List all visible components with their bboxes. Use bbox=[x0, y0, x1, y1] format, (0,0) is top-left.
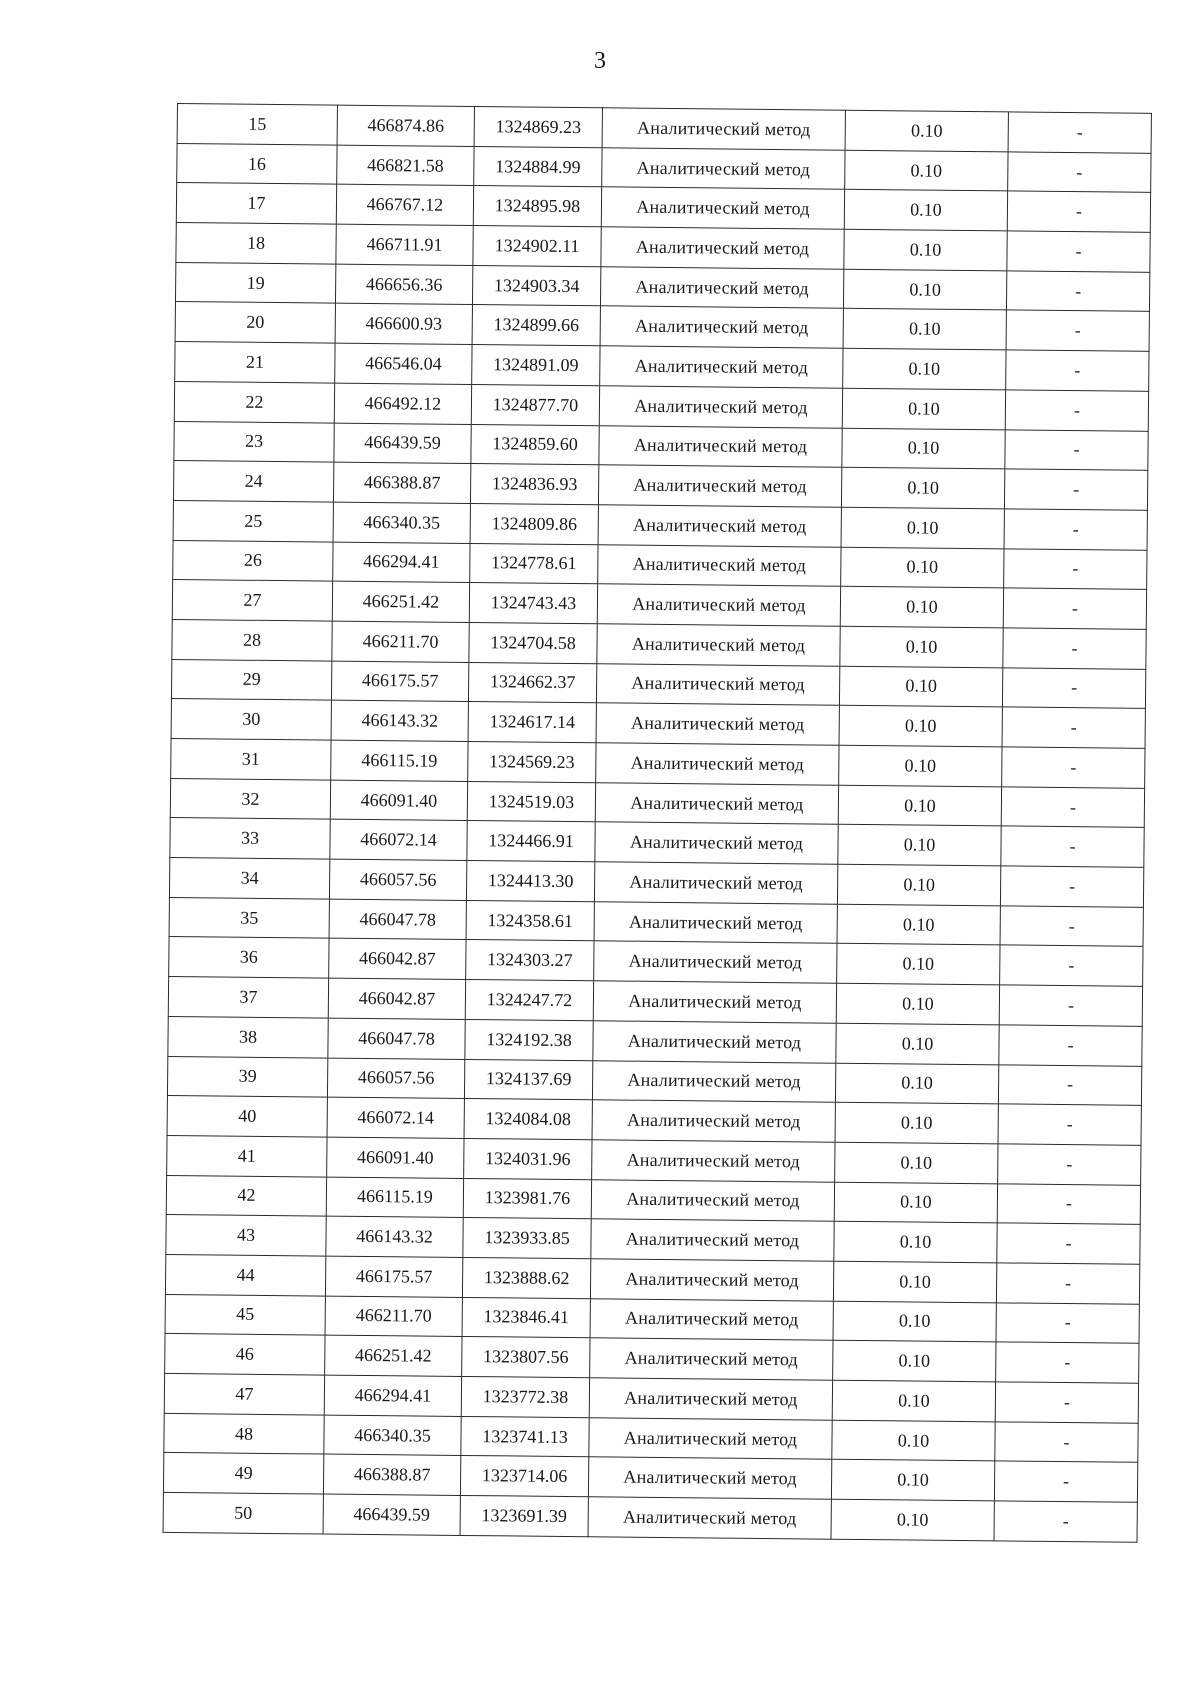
point-number-cell: 49 bbox=[163, 1453, 323, 1494]
x-coordinate-cell: 466115.19 bbox=[326, 1177, 463, 1218]
y-coordinate-cell: 1323807.56 bbox=[462, 1337, 590, 1378]
point-number-cell: 29 bbox=[171, 659, 331, 700]
point-number-cell: 34 bbox=[169, 858, 329, 899]
accuracy-cell: 0.10 bbox=[837, 904, 1000, 945]
y-coordinate-cell: 1323888.62 bbox=[462, 1257, 590, 1298]
method-cell: Аналитический метод bbox=[593, 981, 836, 1023]
method-cell: Аналитический метод bbox=[589, 1417, 832, 1459]
point-number-cell: 40 bbox=[167, 1096, 327, 1137]
y-coordinate-cell: 1324743.43 bbox=[469, 583, 597, 624]
x-coordinate-cell: 466439.59 bbox=[323, 1494, 460, 1535]
x-coordinate-cell: 466115.19 bbox=[331, 740, 468, 781]
method-cell: Аналитический метод bbox=[601, 187, 844, 229]
x-coordinate-cell: 466042.87 bbox=[328, 978, 465, 1019]
point-number-cell: 39 bbox=[167, 1056, 327, 1097]
y-coordinate-cell: 1324809.86 bbox=[470, 503, 598, 544]
accuracy-cell: 0.10 bbox=[831, 1460, 994, 1501]
accuracy-cell: 0.10 bbox=[841, 507, 1004, 548]
note-cell: - bbox=[1002, 668, 1145, 709]
x-coordinate-cell: 466057.56 bbox=[329, 859, 466, 900]
point-number-cell: 38 bbox=[168, 1016, 328, 1057]
note-cell: - bbox=[995, 1382, 1138, 1423]
point-number-cell: 47 bbox=[164, 1373, 324, 1414]
page-number: 3 bbox=[594, 48, 606, 74]
method-cell: Аналитический метод bbox=[592, 1140, 835, 1182]
note-cell: - bbox=[994, 1461, 1137, 1502]
note-cell: - bbox=[1002, 707, 1145, 748]
method-cell: Аналитический метод bbox=[593, 1021, 836, 1063]
method-cell: Аналитический метод bbox=[600, 346, 843, 388]
y-coordinate-cell: 1324303.27 bbox=[466, 940, 594, 981]
accuracy-cell: 0.10 bbox=[841, 547, 1004, 588]
x-coordinate-cell: 466047.78 bbox=[329, 899, 466, 940]
note-cell: - bbox=[1007, 231, 1150, 272]
note-cell: - bbox=[998, 1064, 1141, 1105]
y-coordinate-cell: 1324778.61 bbox=[470, 543, 598, 584]
x-coordinate-cell: 466042.87 bbox=[329, 939, 466, 980]
method-cell: Аналитический метод bbox=[592, 1100, 835, 1142]
table-row bbox=[163, 1492, 1137, 1542]
x-coordinate-cell: 466072.14 bbox=[327, 1097, 464, 1138]
note-cell: - bbox=[1004, 548, 1147, 589]
y-coordinate-cell: 1324895.98 bbox=[473, 186, 601, 227]
accuracy-cell: 0.10 bbox=[837, 864, 1000, 905]
note-cell: - bbox=[994, 1501, 1137, 1542]
note-cell: - bbox=[999, 985, 1142, 1026]
accuracy-cell: 0.10 bbox=[839, 745, 1002, 786]
accuracy-cell: 0.10 bbox=[840, 586, 1003, 627]
y-coordinate-cell: 1324137.69 bbox=[464, 1059, 592, 1100]
accuracy-cell: 0.10 bbox=[845, 150, 1008, 191]
accuracy-cell: 0.10 bbox=[844, 190, 1007, 231]
accuracy-cell: 0.10 bbox=[843, 309, 1006, 350]
accuracy-cell: 0.10 bbox=[833, 1341, 996, 1382]
accuracy-cell: 0.10 bbox=[845, 110, 1008, 151]
point-number-cell: 46 bbox=[165, 1334, 325, 1375]
x-coordinate-cell: 466711.91 bbox=[336, 224, 473, 265]
y-coordinate-cell: 1324662.37 bbox=[468, 662, 596, 703]
point-number-cell: 41 bbox=[167, 1135, 327, 1176]
note-cell: - bbox=[1006, 350, 1149, 391]
x-coordinate-cell: 466251.42 bbox=[325, 1335, 462, 1376]
y-coordinate-cell: 1324617.14 bbox=[468, 702, 596, 743]
accuracy-cell: 0.10 bbox=[836, 983, 999, 1024]
note-cell: - bbox=[1007, 191, 1150, 232]
point-number-cell: 24 bbox=[173, 461, 333, 502]
method-cell: Аналитический метод bbox=[588, 1497, 831, 1539]
note-cell: - bbox=[1002, 747, 1145, 788]
x-coordinate-cell: 466600.93 bbox=[335, 304, 472, 345]
x-coordinate-cell: 466211.70 bbox=[332, 621, 469, 662]
y-coordinate-cell: 1323714.06 bbox=[460, 1456, 588, 1497]
point-number-cell: 26 bbox=[173, 540, 333, 581]
point-number-cell: 50 bbox=[163, 1492, 323, 1533]
note-cell: - bbox=[995, 1422, 1138, 1463]
x-coordinate-cell: 466047.78 bbox=[328, 1018, 465, 1059]
method-cell: Аналитический метод bbox=[602, 147, 845, 189]
y-coordinate-cell: 1324466.91 bbox=[467, 821, 595, 862]
x-coordinate-cell: 466091.40 bbox=[330, 780, 467, 821]
y-coordinate-cell: 1324899.66 bbox=[472, 305, 600, 346]
x-coordinate-cell: 466091.40 bbox=[327, 1137, 464, 1178]
note-cell: - bbox=[999, 1025, 1142, 1066]
y-coordinate-cell: 1324358.61 bbox=[466, 900, 594, 941]
x-coordinate-cell: 466211.70 bbox=[325, 1296, 462, 1337]
accuracy-cell: 0.10 bbox=[843, 348, 1006, 389]
y-coordinate-cell: 1324247.72 bbox=[465, 980, 593, 1021]
y-coordinate-cell: 1324192.38 bbox=[465, 1019, 593, 1060]
y-coordinate-cell: 1324884.99 bbox=[474, 146, 602, 187]
y-coordinate-cell: 1324519.03 bbox=[467, 781, 595, 822]
y-coordinate-cell: 1324031.96 bbox=[464, 1138, 592, 1179]
accuracy-cell: 0.10 bbox=[833, 1301, 996, 1342]
y-coordinate-cell: 1324903.34 bbox=[472, 265, 600, 306]
accuracy-cell: 0.10 bbox=[833, 1261, 996, 1302]
x-coordinate-cell: 466294.41 bbox=[324, 1375, 461, 1416]
accuracy-cell: 0.10 bbox=[837, 944, 1000, 985]
accuracy-cell: 0.10 bbox=[840, 626, 1003, 667]
accuracy-cell: 0.10 bbox=[838, 785, 1001, 826]
method-cell: Аналитический метод bbox=[602, 108, 845, 150]
method-cell: Аналитический метод bbox=[590, 1259, 833, 1301]
point-number-cell: 19 bbox=[175, 262, 335, 303]
y-coordinate-cell: 1324569.23 bbox=[468, 741, 596, 782]
y-coordinate-cell: 1323981.76 bbox=[463, 1178, 591, 1219]
x-coordinate-cell: 466439.59 bbox=[334, 423, 471, 464]
method-cell: Аналитический метод bbox=[596, 703, 839, 745]
method-cell: Аналитический метод bbox=[596, 663, 839, 705]
method-cell: Аналитический метод bbox=[590, 1298, 833, 1340]
x-coordinate-cell: 466656.36 bbox=[335, 264, 472, 305]
note-cell: - bbox=[1004, 469, 1147, 510]
note-cell: - bbox=[998, 1104, 1141, 1145]
note-cell: - bbox=[1001, 787, 1144, 828]
y-coordinate-cell: 1324084.08 bbox=[464, 1099, 592, 1140]
x-coordinate-cell: 466294.41 bbox=[333, 542, 470, 583]
accuracy-cell: 0.10 bbox=[839, 666, 1002, 707]
note-cell: - bbox=[1003, 588, 1146, 629]
y-coordinate-cell: 1324902.11 bbox=[473, 226, 601, 267]
method-cell: Аналитический метод bbox=[597, 624, 840, 666]
method-cell: Аналитический метод bbox=[594, 941, 837, 983]
y-coordinate-cell: 1323846.41 bbox=[462, 1297, 590, 1338]
point-number-cell: 37 bbox=[168, 977, 328, 1018]
method-cell: Аналитический метод bbox=[595, 782, 838, 824]
point-number-cell: 31 bbox=[171, 738, 331, 779]
method-cell: Аналитический метод bbox=[599, 386, 842, 428]
note-cell: - bbox=[1008, 152, 1151, 193]
table-body bbox=[163, 104, 1151, 1543]
x-coordinate-cell: 466546.04 bbox=[335, 343, 472, 384]
accuracy-cell: 0.10 bbox=[834, 1221, 997, 1262]
y-coordinate-cell: 1323691.39 bbox=[460, 1496, 588, 1537]
note-cell: - bbox=[1005, 390, 1148, 431]
accuracy-cell: 0.10 bbox=[832, 1380, 995, 1421]
point-number-cell: 27 bbox=[172, 580, 332, 621]
x-coordinate-cell: 466340.35 bbox=[324, 1415, 461, 1456]
method-cell: Аналитический метод bbox=[598, 544, 841, 586]
point-number-cell: 33 bbox=[170, 818, 330, 859]
x-coordinate-cell: 466340.35 bbox=[333, 502, 470, 543]
accuracy-cell: 0.10 bbox=[838, 825, 1001, 866]
point-number-cell: 25 bbox=[173, 500, 333, 541]
y-coordinate-cell: 1323933.85 bbox=[463, 1218, 591, 1259]
method-cell: Аналитический метод bbox=[596, 743, 839, 785]
note-cell: - bbox=[1003, 628, 1146, 669]
y-coordinate-cell: 1323741.13 bbox=[461, 1416, 589, 1457]
y-coordinate-cell: 1323772.38 bbox=[461, 1376, 589, 1417]
method-cell: Аналитический метод bbox=[598, 465, 841, 507]
x-coordinate-cell: 466143.32 bbox=[331, 700, 468, 741]
point-number-cell: 22 bbox=[174, 381, 334, 422]
note-cell: - bbox=[1008, 112, 1151, 153]
point-number-cell: 17 bbox=[176, 183, 336, 224]
point-number-cell: 15 bbox=[177, 104, 337, 145]
accuracy-cell: 0.10 bbox=[843, 269, 1006, 310]
note-cell: - bbox=[1001, 826, 1144, 867]
method-cell: Аналитический метод bbox=[590, 1338, 833, 1380]
y-coordinate-cell: 1324869.23 bbox=[474, 107, 602, 148]
y-coordinate-cell: 1324877.70 bbox=[471, 384, 599, 425]
method-cell: Аналитический метод bbox=[600, 306, 843, 348]
point-number-cell: 28 bbox=[172, 619, 332, 660]
y-coordinate-cell: 1324413.30 bbox=[466, 861, 594, 902]
method-cell: Аналитический метод bbox=[589, 1378, 832, 1420]
x-coordinate-cell: 466072.14 bbox=[330, 819, 467, 860]
x-coordinate-cell: 466175.57 bbox=[331, 661, 468, 702]
method-cell: Аналитический метод bbox=[597, 584, 840, 626]
point-number-cell: 18 bbox=[176, 223, 336, 264]
note-cell: - bbox=[1000, 866, 1143, 907]
note-cell: - bbox=[1006, 271, 1149, 312]
y-coordinate-cell: 1324859.60 bbox=[471, 424, 599, 465]
method-cell: Аналитический метод bbox=[595, 822, 838, 864]
method-cell: Аналитический метод bbox=[600, 267, 843, 309]
method-cell: Аналитический метод bbox=[601, 227, 844, 269]
method-cell: Аналитический метод bbox=[588, 1457, 831, 1499]
coordinates-table-container bbox=[163, 103, 1151, 1543]
accuracy-cell: 0.10 bbox=[842, 388, 1005, 429]
x-coordinate-cell: 466388.87 bbox=[333, 462, 470, 503]
point-number-cell: 48 bbox=[164, 1413, 324, 1454]
note-cell: - bbox=[996, 1263, 1139, 1304]
x-coordinate-cell: 466057.56 bbox=[327, 1058, 464, 1099]
method-cell: Аналитический метод bbox=[594, 902, 837, 944]
point-number-cell: 43 bbox=[166, 1215, 326, 1256]
note-cell: - bbox=[1006, 310, 1149, 351]
accuracy-cell: 0.10 bbox=[834, 1182, 997, 1223]
method-cell: Аналитический метод bbox=[591, 1219, 834, 1261]
accuracy-cell: 0.10 bbox=[831, 1499, 994, 1540]
method-cell: Аналитический метод bbox=[599, 425, 842, 467]
accuracy-cell: 0.10 bbox=[841, 467, 1004, 508]
point-number-cell: 23 bbox=[174, 421, 334, 462]
x-coordinate-cell: 466821.58 bbox=[337, 145, 474, 186]
coordinates-table bbox=[163, 103, 1152, 1543]
note-cell: - bbox=[996, 1342, 1139, 1383]
accuracy-cell: 0.10 bbox=[836, 1023, 999, 1064]
note-cell: - bbox=[996, 1302, 1139, 1343]
note-cell: - bbox=[1000, 906, 1143, 947]
note-cell: - bbox=[1005, 429, 1148, 470]
accuracy-cell: 0.10 bbox=[835, 1102, 998, 1143]
x-coordinate-cell: 466251.42 bbox=[332, 581, 469, 622]
point-number-cell: 45 bbox=[165, 1294, 325, 1335]
point-number-cell: 36 bbox=[169, 937, 329, 978]
y-coordinate-cell: 1324704.58 bbox=[469, 622, 597, 663]
method-cell: Аналитический метод bbox=[594, 862, 837, 904]
accuracy-cell: 0.10 bbox=[842, 428, 1005, 469]
note-cell: - bbox=[997, 1223, 1140, 1264]
accuracy-cell: 0.10 bbox=[844, 229, 1007, 270]
method-cell: Аналитический метод bbox=[598, 505, 841, 547]
point-number-cell: 21 bbox=[175, 342, 335, 383]
method-cell: Аналитический метод bbox=[591, 1179, 834, 1221]
point-number-cell: 35 bbox=[169, 897, 329, 938]
accuracy-cell: 0.10 bbox=[839, 706, 1002, 747]
note-cell: - bbox=[998, 1144, 1141, 1185]
note-cell: - bbox=[1004, 509, 1147, 550]
accuracy-cell: 0.10 bbox=[832, 1420, 995, 1461]
point-number-cell: 32 bbox=[170, 778, 330, 819]
point-number-cell: 20 bbox=[175, 302, 335, 343]
point-number-cell: 44 bbox=[165, 1254, 325, 1295]
note-cell: - bbox=[997, 1183, 1140, 1224]
x-coordinate-cell: 466388.87 bbox=[323, 1454, 460, 1495]
point-number-cell: 30 bbox=[171, 699, 331, 740]
method-cell: Аналитический метод bbox=[592, 1060, 835, 1102]
point-number-cell: 16 bbox=[177, 143, 337, 184]
accuracy-cell: 0.10 bbox=[835, 1063, 998, 1104]
x-coordinate-cell: 466175.57 bbox=[325, 1256, 462, 1297]
x-coordinate-cell: 466874.86 bbox=[337, 105, 474, 146]
y-coordinate-cell: 1324891.09 bbox=[472, 345, 600, 386]
note-cell: - bbox=[1000, 945, 1143, 986]
x-coordinate-cell: 466492.12 bbox=[334, 383, 471, 424]
accuracy-cell: 0.10 bbox=[835, 1142, 998, 1183]
y-coordinate-cell: 1324836.93 bbox=[470, 464, 598, 505]
point-number-cell: 42 bbox=[166, 1175, 326, 1216]
x-coordinate-cell: 466143.32 bbox=[326, 1216, 463, 1257]
x-coordinate-cell: 466767.12 bbox=[336, 184, 473, 225]
